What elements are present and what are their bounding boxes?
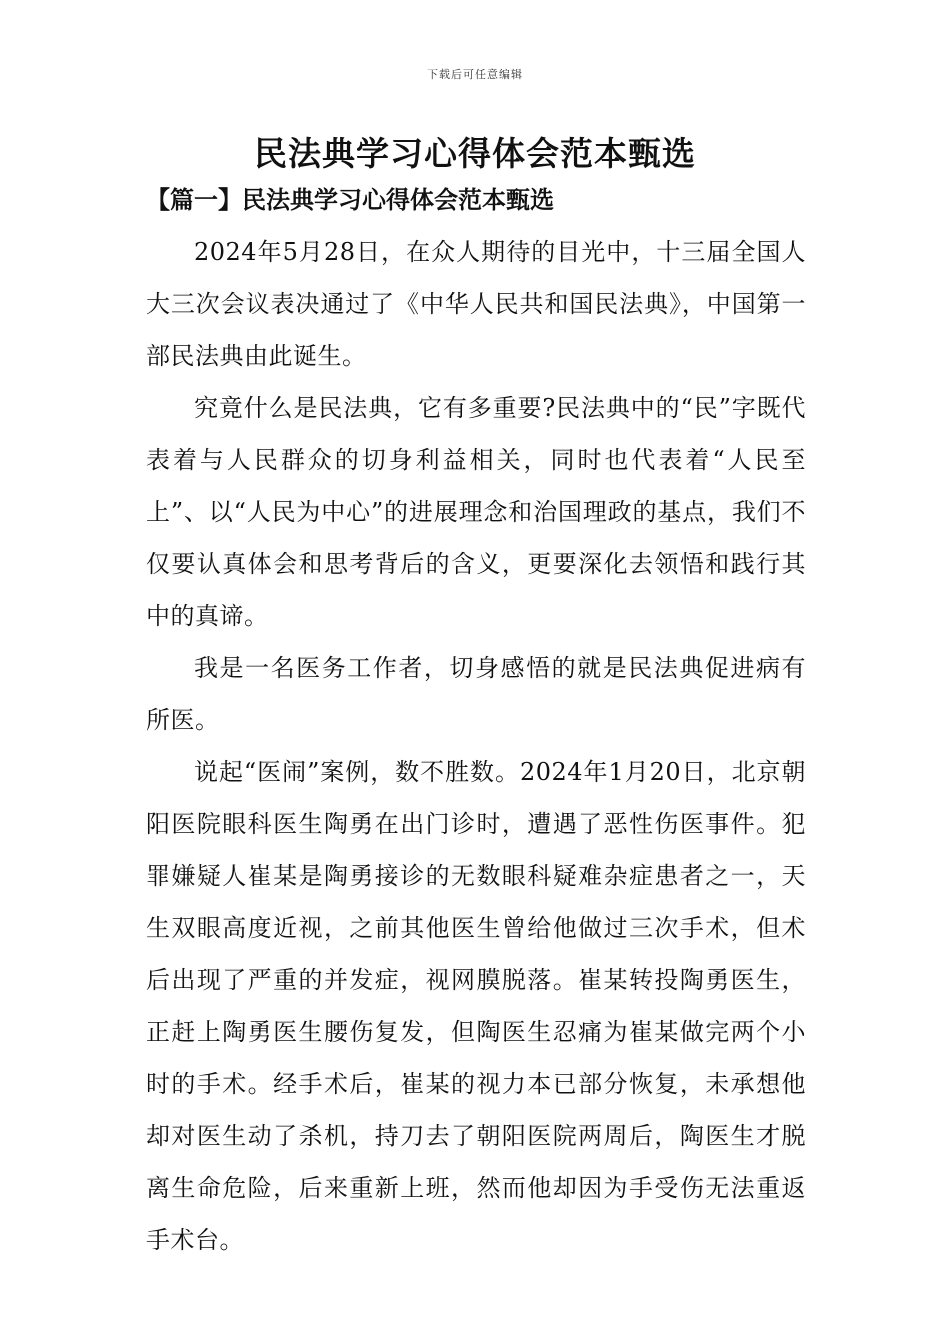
paragraph: 说起“医闹”案例，数不胜数。2024年1月20日，北京朝阳医院眼科医生陶勇在出门诊时，遭遇了恶性伤医事件。犯罪嫌疑人崔某是陶勇接诊的无数眼科疑难杂症患者之一，天生双眼高度近视，之前其他医生曾给他做过三次手术，但术后出现了严重的并发症，视网膜脱落。崔某转投陶勇医生，正赶上陶勇医生腰伤复发，但陶医生忍痛为崔某做完两个小时的手术。经手术后，崔某的视力本已部分恢复，未承想他却对医生动了杀机，持刀去了朝阳医院两周后，陶医生才脱离生命危险，后来重新上班，然而他却因为手受伤无法重返手术台。 bbox=[146, 758, 806, 1254]
paragraph: 2024年5月28日，在众人期待的目光中，十三届全国人大三次会议表决通过了《中华人民共和国民法典》，中国第一部民法典由此诞生。 bbox=[146, 238, 806, 370]
paragraph: 究竟什么是民法典，它有多重要?民法典中的“民”字既代表着与人民群众的切身利益相关，同时也代表着“人民至上”、以“人民为中心”的进展理念和治国理政的基点，我们不仅要认真体会和思考背后的含义，更要深化去领悟和践行其中的真谛。 bbox=[146, 394, 806, 630]
section-heading: 【篇一】民法典学习心得体会范本甄选 bbox=[146, 185, 554, 214]
header-note: 下载后可任意编辑 bbox=[427, 68, 523, 81]
paragraph: 我是一名医务工作者，切身感悟的就是民法典促进病有所医。 bbox=[146, 654, 806, 734]
document-body bbox=[146, 226, 806, 1266]
document-title: 民法典学习心得体会范本甄选 bbox=[254, 134, 696, 173]
